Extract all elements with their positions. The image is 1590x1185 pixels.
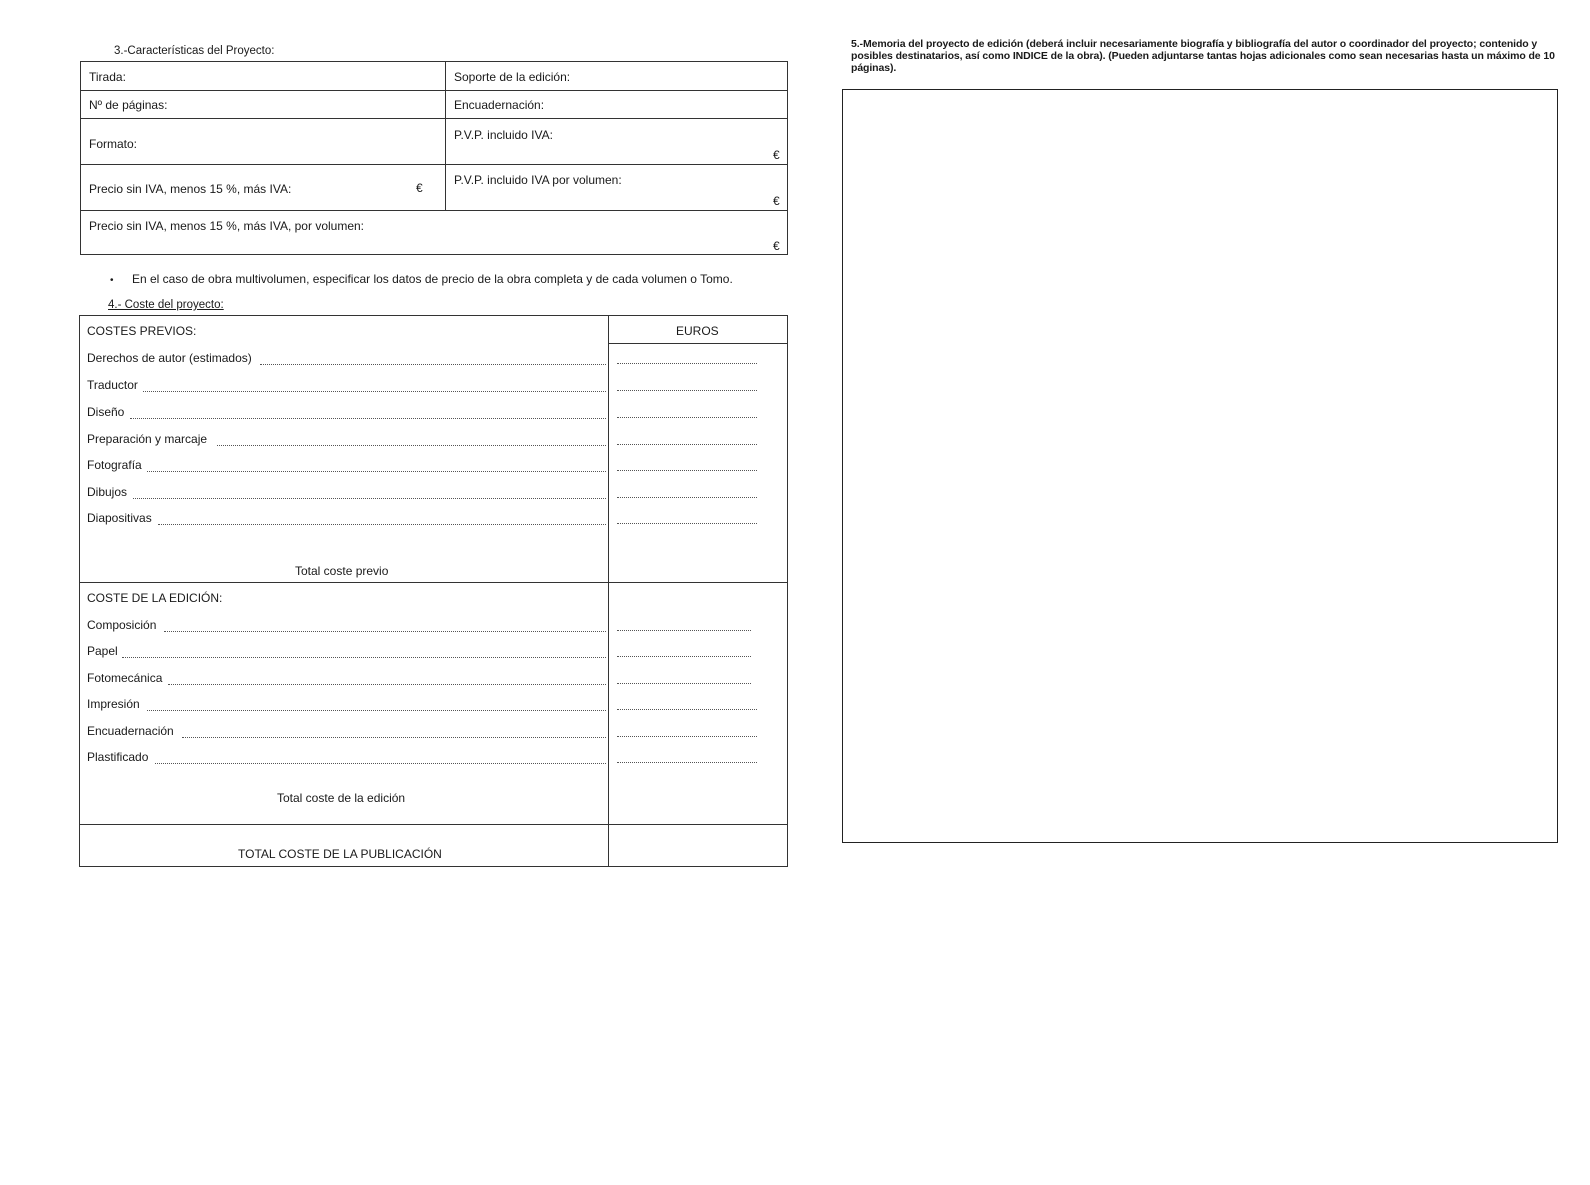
euro-input-encuadernacion[interactable] <box>617 736 757 737</box>
cost-item-fotografia: Fotografía <box>87 458 142 472</box>
cost-item-preparacion: Preparación y marcaje <box>87 432 208 446</box>
euro-input-preparacion[interactable] <box>617 444 757 445</box>
euro-symbol: € <box>773 148 780 162</box>
dotted-leader <box>168 684 606 685</box>
euro-input-plastificado[interactable] <box>617 762 757 763</box>
cost-item-traductor: Traductor <box>87 378 138 392</box>
cost-item-dibujos: Dibujos <box>87 485 128 499</box>
euro-input-dibujos[interactable] <box>617 497 757 498</box>
cost-item-derechos: Derechos de autor (estimados) <box>87 351 252 365</box>
section-divider <box>80 582 787 583</box>
coste-edicion-heading: COSTE DE LA EDICIÓN: <box>87 591 223 605</box>
cost-item-plastificado: Plastificado <box>87 750 149 764</box>
cost-item-composicion: Composición <box>87 618 157 632</box>
costes-previos-heading: COSTES PREVIOS: <box>87 324 197 338</box>
euro-symbol: € <box>773 239 780 253</box>
multivolume-note <box>110 272 733 286</box>
dotted-leader <box>122 657 606 658</box>
cost-item-diapositivas: Diapositivas <box>87 511 152 525</box>
dotted-leader <box>130 418 606 419</box>
cost-item-fotomecanica: Fotomecánica <box>87 671 163 685</box>
pvp-iva-label[interactable]: P.V.P. incluido IVA: <box>454 128 553 142</box>
precio-sin-iva-volumen-label[interactable]: Precio sin IVA, menos 15 %, más IVA, por volumen: <box>89 219 365 233</box>
cost-item-diseno: Diseño <box>87 405 125 419</box>
section4-title: 4.- Coste del proyecto: <box>108 299 224 311</box>
dotted-leader <box>260 364 606 365</box>
encuadernacion-label[interactable]: Encuadernación: <box>454 98 545 112</box>
project-characteristics-table <box>80 61 788 255</box>
table-row <box>81 118 787 165</box>
dotted-leader <box>182 737 606 738</box>
header-divider <box>608 343 787 344</box>
euro-input-fotomecanica[interactable] <box>617 683 751 684</box>
dotted-leader <box>217 445 606 446</box>
euro-symbol: € <box>773 194 780 208</box>
section3-title: 3.-Características del Proyecto: <box>114 45 275 57</box>
total-coste-edicion-label: Total coste de la edición <box>277 791 406 805</box>
cost-item-encuadernacion: Encuadernación <box>87 724 174 738</box>
euro-input-diapositivas[interactable] <box>617 523 757 524</box>
dotted-leader <box>133 498 606 499</box>
cost-item-papel: Papel <box>87 644 118 658</box>
section5-title: 5.-Memoria del proyecto de edición (deberá incluir necesariamente biografía y bibliografía del autor o coordinador del proyecto; contenido y posibles destinatarios, así como INDICE de la obra). (Pueden adjuntarse tantas hojas adicionales como sean necesarias hasta un máximo de 10 páginas). <box>851 38 1555 74</box>
total-coste-previo-label: Total coste previo <box>295 564 389 578</box>
euro-input-traductor[interactable] <box>617 390 757 391</box>
euro-input-composicion[interactable] <box>617 630 751 631</box>
precio-sin-iva-label[interactable]: Precio sin IVA, menos 15 %, más IVA: <box>89 182 292 196</box>
dotted-leader <box>143 391 606 392</box>
soporte-label[interactable]: Soporte de la edición: <box>454 70 571 84</box>
project-cost-table <box>79 315 788 867</box>
euros-column-header: EUROS <box>676 324 719 338</box>
paginas-label[interactable]: Nº de páginas: <box>89 98 168 112</box>
column-divider <box>445 62 446 210</box>
dotted-leader <box>164 631 606 632</box>
dotted-leader <box>158 524 606 525</box>
tirada-label[interactable]: Tirada: <box>89 70 126 84</box>
euro-input-papel[interactable] <box>617 656 751 657</box>
memoria-text-area[interactable] <box>842 89 1558 843</box>
dotted-leader <box>147 471 606 472</box>
total-publicacion-label: TOTAL COSTE DE LA PUBLICACIÓN <box>238 847 442 861</box>
euro-input-fotografia[interactable] <box>617 470 757 471</box>
table-row <box>81 90 787 119</box>
euro-input-derechos[interactable] <box>617 363 757 364</box>
table-row <box>81 62 787 91</box>
pvp-iva-volumen-label[interactable]: P.V.P. incluido IVA por volumen: <box>454 173 622 187</box>
column-divider <box>608 316 609 866</box>
note-text: En el caso de obra multivolumen, especificar los datos de precio de la obra completa y de cada volumen o Tomo. <box>132 272 733 286</box>
euro-input-diseno[interactable] <box>617 417 757 418</box>
dotted-leader <box>155 763 606 764</box>
formato-label[interactable]: Formato: <box>89 137 138 151</box>
dotted-leader <box>147 710 606 711</box>
bullet-icon: • <box>110 275 114 286</box>
euro-input-impresion[interactable] <box>617 709 757 710</box>
cost-item-impresion: Impresión <box>87 697 140 711</box>
section-divider <box>80 824 787 825</box>
euro-symbol: € <box>416 181 423 195</box>
